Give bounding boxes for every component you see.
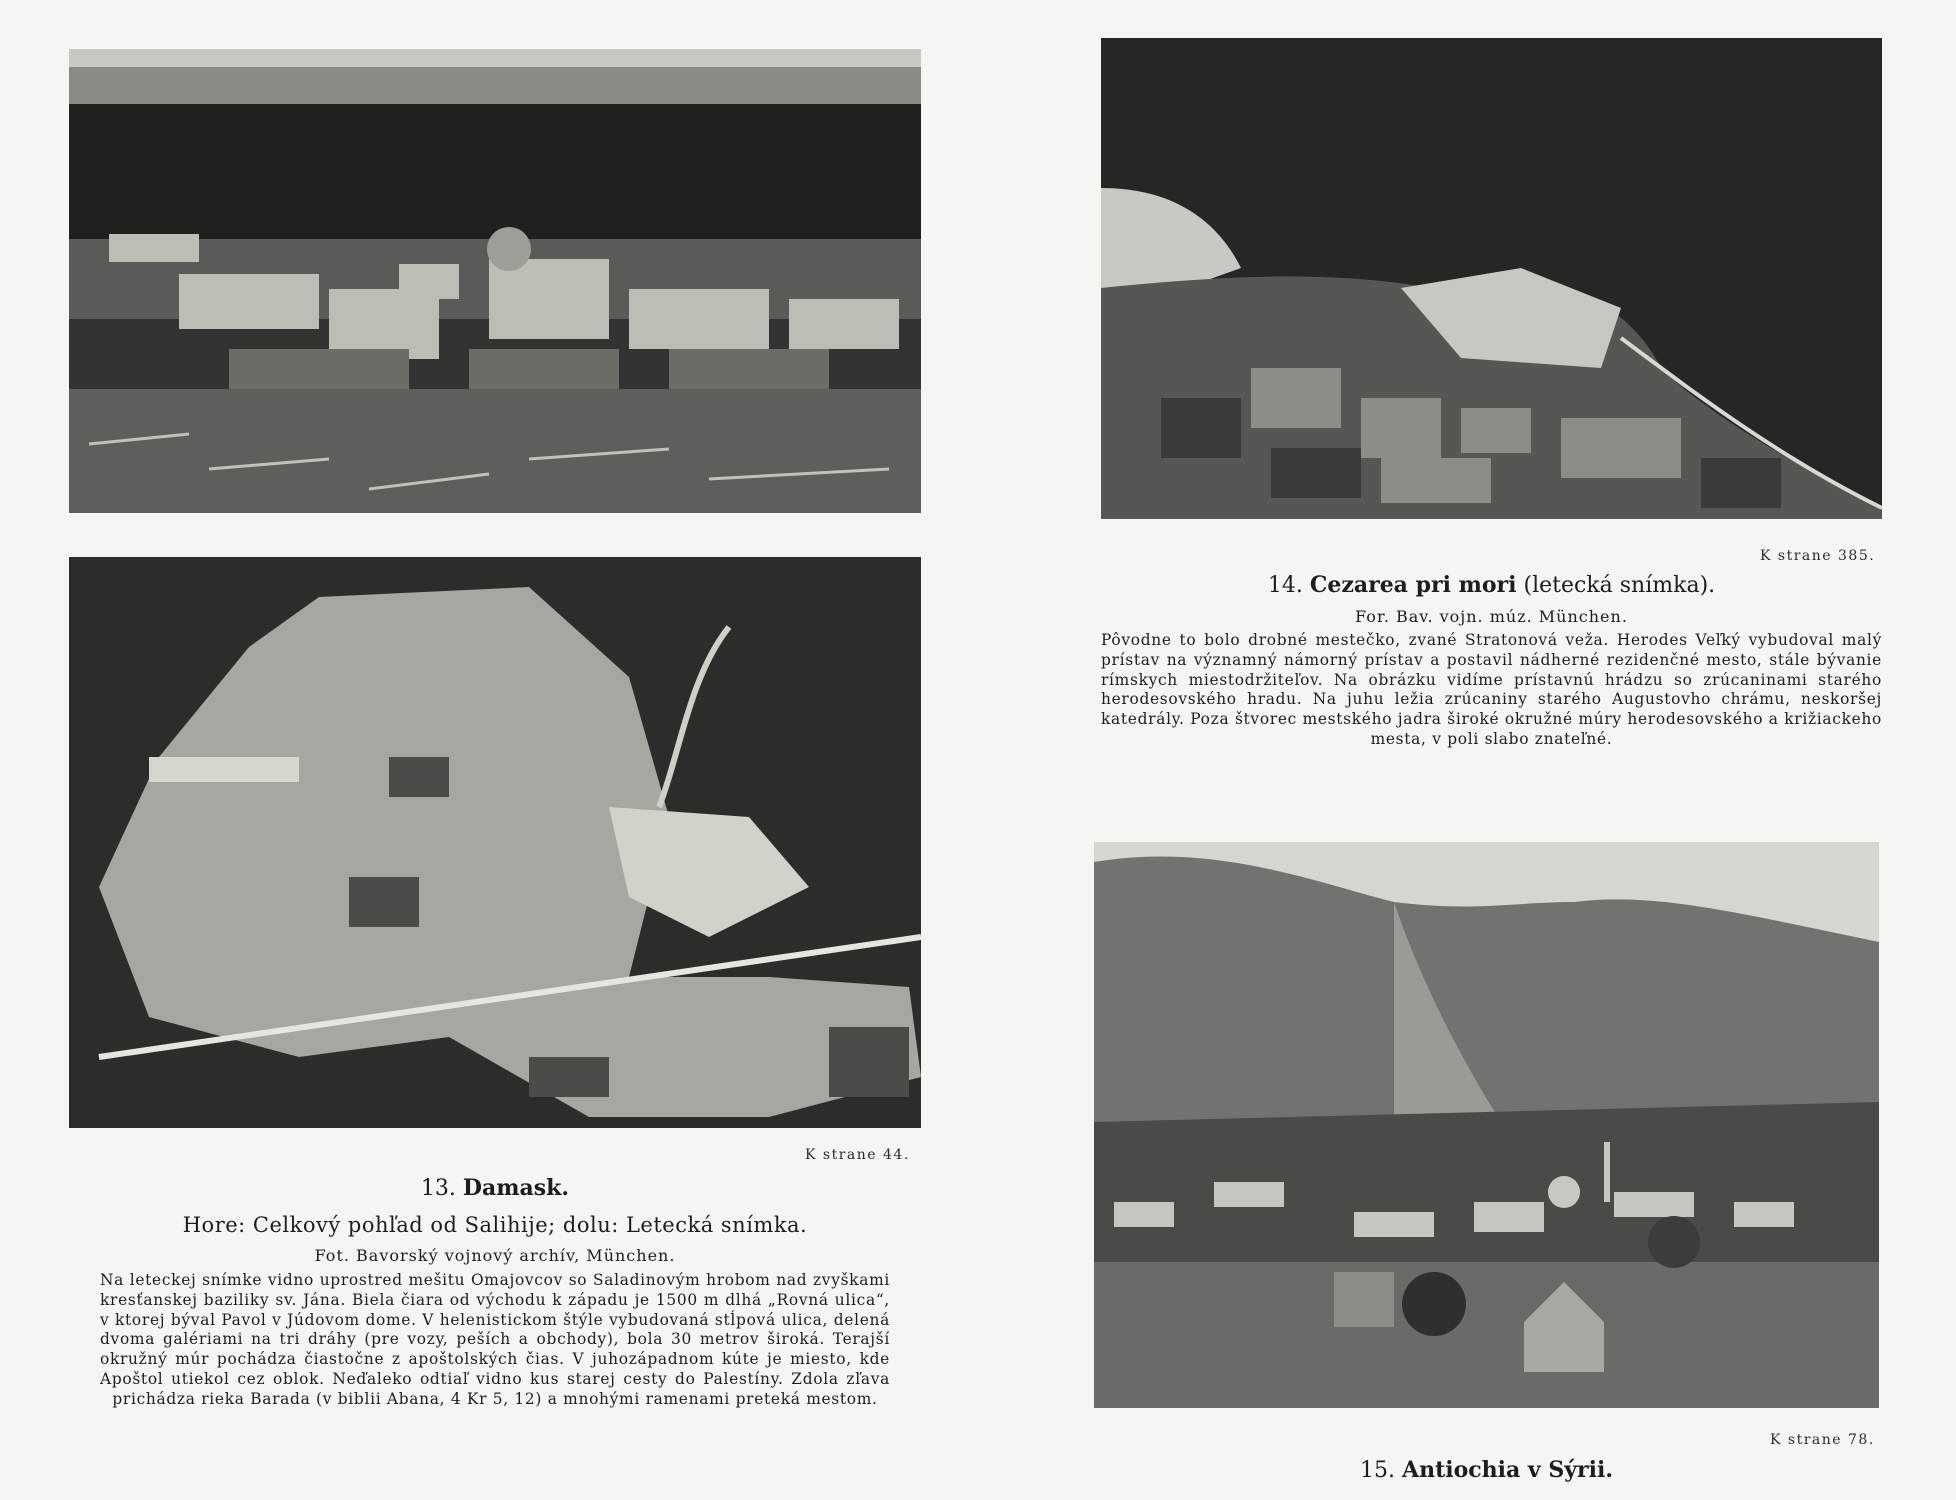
damask-panorama-photo	[69, 49, 921, 513]
caption-number: 13.	[420, 1176, 456, 1201]
page-reference: K strane 44.	[805, 1147, 910, 1163]
cezarea-aerial-photo	[1101, 38, 1882, 519]
photo-credit-14: For. Bav. vojn. múz. München.	[1355, 607, 1628, 626]
antiochia-photo	[1094, 842, 1879, 1408]
caption-description-14: Pôvodne to bolo drobné mestečko, zvané Stratonová veža. Herodes Veľký vybudoval malý prístav na významný námorný prístav a postavil nádherné rezidenčné mesto, stále bývanie rímskych miestodržiteľov. Na obrázku vidíme prístavnú hrádzu so zrúcaninami starého herodesovského hradu. Na juhu ležia zrúcaniny starého Augustovho chrámu, neskoršej katedrály. Poza štvorec mestského jadra široké okružné múry herodesovského a križiackeho mesta, v poli slabo znateľné.	[1101, 631, 1882, 748]
caption-description: Na leteckej snímke vidno uprostred mešitu Omajovcov so Saladinovým hrobom nad zvyškami kresťanskej baziliky sv. Jána. Biela čiara od východu k západu je 1500 m dlhá „Rovná ulica“, v ktorej býval Pavol v Júdovom dome. V helenistickom štýle vybudovaná stĺpová ulica, delená dvoma galériami na tri dráhy (pre vozy, peších a obchody), bola 30 metrov široká. Terajší okružný múr pochádza čiastočne z apoštolských čias. V juhozápadnom kúte je miesto, kde Apoštol utiekol cez oblok. Neďaleko odtiaľ vidno kus starej cesty do Palestíny. Zdola zľava prichádza rieka Barada (v biblii Abana, 4 Kr 5, 12) a mnohými ramenami preteká mestom.	[100, 1271, 890, 1408]
caption-name-15: Antiochia v Sýrii.	[1402, 1457, 1613, 1483]
caption-title-15	[1094, 1457, 1879, 1483]
caption-title	[69, 1175, 921, 1201]
page-reference-top: K strane 385.	[1760, 548, 1876, 564]
caption-name: Damask.	[462, 1175, 570, 1201]
damask-aerial-image	[69, 557, 921, 1128]
cezarea-aerial-image	[1101, 38, 1882, 519]
caption-subtitle: Hore: Celkový pohľad od Salihije; dolu: Letecká snímka.	[182, 1213, 808, 1237]
antiochia-image	[1094, 842, 1879, 1408]
page-reference-bottom: K strane 78.	[1770, 1432, 1875, 1448]
caption-number-14: 14.	[1267, 573, 1303, 598]
caption-number-15: 15.	[1360, 1458, 1395, 1483]
caption-title-14	[1101, 572, 1882, 598]
photo-credit: Fot. Bavorský vojnový archív, München.	[314, 1246, 676, 1265]
caption-suffix-14: (letecká snímka).	[1523, 573, 1716, 598]
damask-aerial-photo	[69, 557, 921, 1128]
caption-name-14: Cezarea pri mori	[1309, 572, 1517, 598]
damask-panorama-image	[69, 49, 921, 513]
